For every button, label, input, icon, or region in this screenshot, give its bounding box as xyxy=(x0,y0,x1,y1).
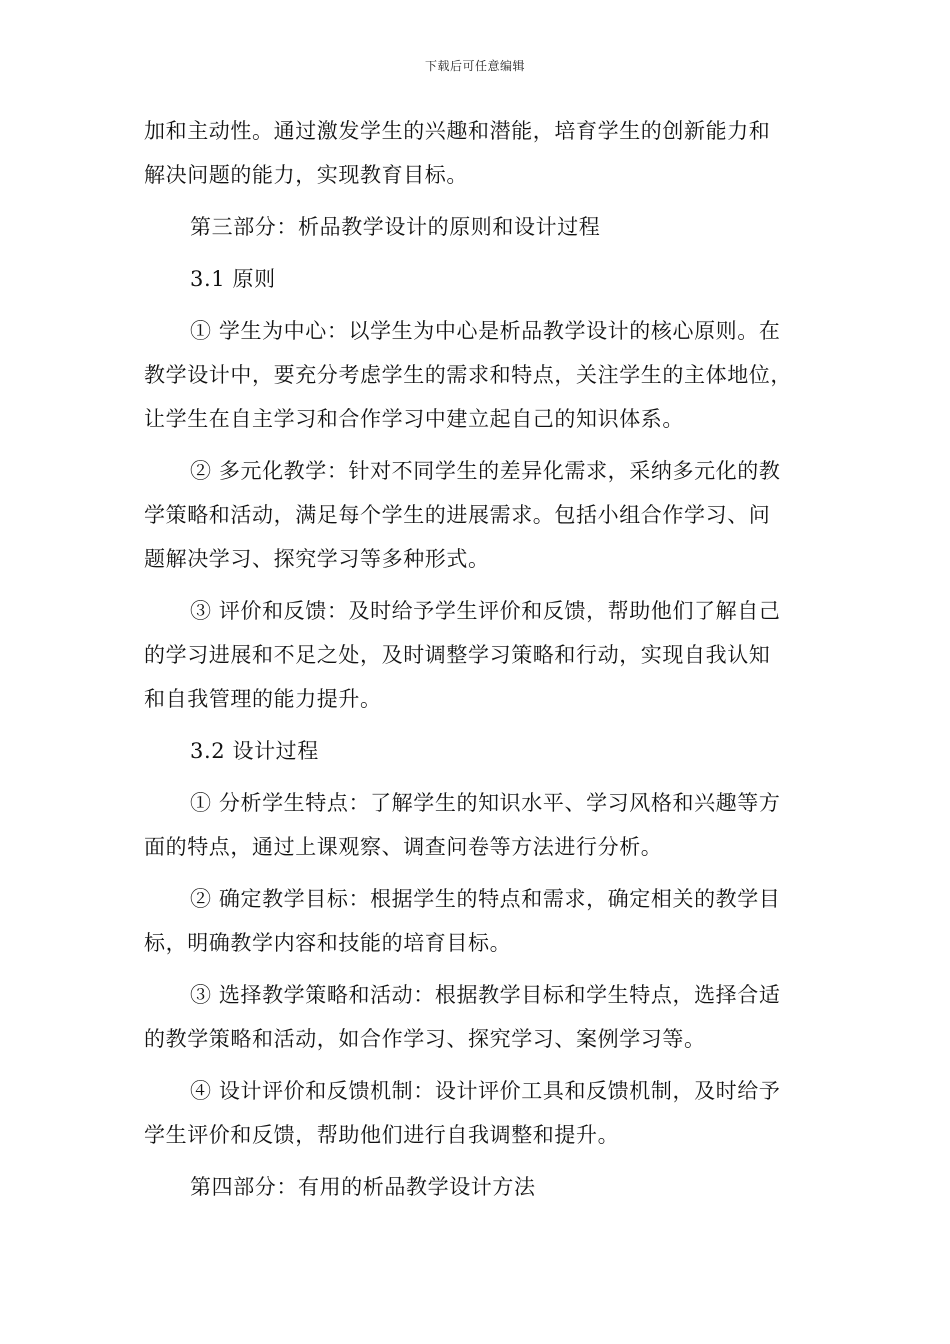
paragraph-line: 的学习进展和不足之处，及时调整学习策略和行动，实现自我认知 xyxy=(144,643,771,667)
paragraph-line: 加和主动性。通过激发学生的兴趣和潜能，培育学生的创新能力和 xyxy=(144,119,771,143)
subsection-heading: 3.1 原则 xyxy=(190,267,276,291)
paragraph-line: ② 确定教学目标：根据学生的特点和需求，确定相关的教学目 xyxy=(190,887,781,911)
section-heading: 第三部分：析品教学设计的原则和设计过程 xyxy=(190,215,601,239)
paragraph-line: 让学生在自主学习和合作学习中建立起自己的知识体系。 xyxy=(144,407,684,431)
paragraph-line: 教学设计中，要充分考虑学生的需求和特点，关注学生的主体地位， xyxy=(144,363,792,387)
paragraph-line: ④ 设计评价和反馈机制：设计评价工具和反馈机制，及时给予 xyxy=(190,1079,781,1103)
paragraph-line: 面的特点，通过上课观察、调查问卷等方法进行分析。 xyxy=(144,835,663,859)
page-header: 下载后可任意编辑 xyxy=(424,59,525,73)
paragraph-line: ① 分析学生特点：了解学生的知识水平、学习风格和兴趣等方 xyxy=(190,791,781,815)
subsection-heading: 3.2 设计过程 xyxy=(190,739,319,763)
paragraph-line: 的教学策略和活动，如合作学习、探究学习、案例学习等。 xyxy=(144,1027,706,1051)
document-body xyxy=(144,109,806,1209)
paragraph-line: 题解决学习、探究学习等多种形式。 xyxy=(144,547,490,571)
paragraph-line: ③ 选择教学策略和活动：根据教学目标和学生特点，选择合适 xyxy=(190,983,781,1007)
paragraph-line: 和自我管理的能力提升。 xyxy=(144,687,382,711)
section-heading: 第四部分：有用的析品教学设计方法 xyxy=(190,1175,536,1199)
paragraph-line: 学策略和活动，满足每个学生的进展需求。包括小组合作学习、问 xyxy=(144,503,771,527)
paragraph-line: ③ 评价和反馈：及时给予学生评价和反馈，帮助他们了解自己 xyxy=(190,599,781,623)
paragraph-line: 解决问题的能力，实现教育目标。 xyxy=(144,163,468,187)
paragraph-line: 标，明确教学内容和技能的培育目标。 xyxy=(144,931,512,955)
paragraph-line: ① 学生为中心：以学生为中心是析品教学设计的核心原则。在 xyxy=(190,319,781,343)
paragraph-line: ② 多元化教学：针对不同学生的差异化需求，采纳多元化的教 xyxy=(190,459,781,483)
paragraph-line: 学生评价和反馈，帮助他们进行自我调整和提升。 xyxy=(144,1123,620,1147)
